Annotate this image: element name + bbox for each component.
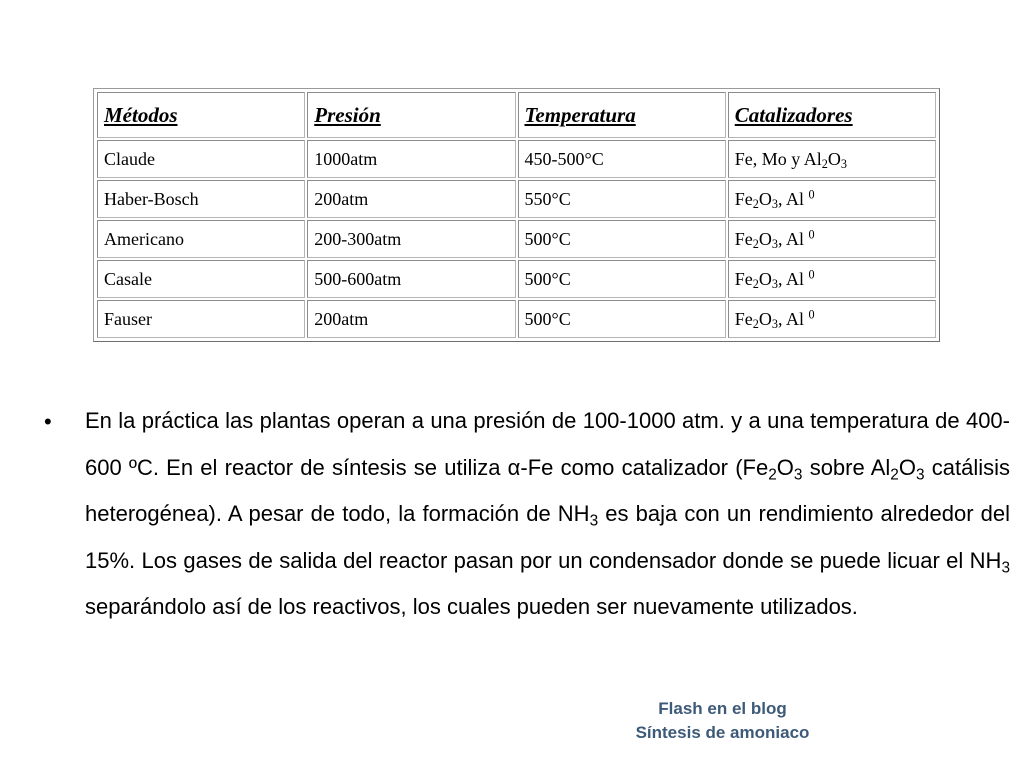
cat-superscript: 0 [808, 306, 815, 321]
cell-metodo: Casale [97, 260, 305, 298]
cell-temperatura: 500°C [518, 300, 726, 338]
cat-text: , Al [778, 308, 809, 329]
para-subscript: 3 [1001, 559, 1010, 577]
cat-subscript: 3 [771, 276, 778, 291]
table-row [97, 300, 936, 338]
cell-metodo: Haber-Bosch [97, 180, 305, 218]
cat-subscript: 2 [821, 156, 828, 171]
table-row [97, 140, 936, 178]
cat-subscript: 2 [752, 316, 759, 331]
cat-text: Fe [734, 268, 753, 289]
para-text: catálisis heterogénea). A pesar de todo, la formación de NH [85, 454, 1011, 526]
cell-presion: 200atm [307, 300, 515, 338]
para-text: sobre Al [802, 454, 891, 480]
cat-subscript: 3 [840, 156, 848, 171]
table-header-row [97, 92, 936, 138]
paragraph-text [85, 398, 1010, 631]
cell-presion: 500-600atm [307, 260, 515, 298]
cell-temperatura: 500°C [518, 220, 726, 258]
cat-text: , Al [778, 268, 809, 289]
cell-catalizador [728, 260, 936, 298]
cat-superscript: 0 [808, 186, 815, 201]
para-text: es baja con un rendimiento alrededor del 15%. Los gases de salida del reactor pasan por un condensador donde se puede licuar el NH [85, 501, 1010, 573]
cat-text: Fe [734, 228, 753, 249]
cat-superscript: 0 [808, 266, 815, 281]
para-subscript: 3 [915, 466, 925, 484]
para-subscript: 2 [768, 466, 777, 484]
cat-text: O [758, 188, 772, 209]
para-text: En la práctica las plantas operan a una presión de 100-1000 atm. y a una temperatura de 400-600 ºC. En el reactor de síntesis se utiliza α-Fe como catalizador (Fe [85, 408, 1010, 480]
cat-text: Fe [734, 308, 753, 329]
table-row [97, 260, 936, 298]
para-subscript: 2 [890, 466, 899, 484]
cell-catalizador [728, 300, 936, 338]
cat-subscript: 2 [752, 196, 759, 211]
cat-text: O [758, 308, 772, 329]
methods-table-frame [93, 88, 940, 342]
bullet-icon: • [44, 409, 52, 434]
cell-metodo: Fauser [97, 300, 305, 338]
cat-subscript: 3 [771, 196, 778, 211]
cell-temperatura: 500°C [518, 260, 726, 298]
header-metodos: Métodos [97, 92, 305, 138]
header-presion: Presión [307, 92, 515, 138]
cat-text: , Al [778, 188, 809, 209]
header-temperatura: Temperatura [518, 92, 726, 138]
cell-catalizador [728, 220, 936, 258]
cat-text: , Al [778, 228, 809, 249]
sintesis-amoniaco-link[interactable]: Síntesis de amoniaco [635, 723, 810, 742]
cat-text: O [758, 268, 772, 289]
cat-subscript: 3 [771, 236, 778, 251]
cat-superscript: 0 [808, 226, 815, 241]
cell-catalizador [728, 140, 936, 178]
cell-metodo: Claude [97, 140, 305, 178]
cat-subscript: 2 [752, 276, 759, 291]
cell-metodo: Americano [97, 220, 305, 258]
cell-temperatura: 450-500°C [518, 140, 726, 178]
methods-table [95, 90, 938, 340]
cell-presion: 1000atm [307, 140, 515, 178]
table-row [97, 220, 936, 258]
para-subscript: 3 [793, 466, 803, 484]
flash-blog-link[interactable]: Flash en el blog [658, 699, 787, 718]
para-subscript: 3 [589, 512, 599, 530]
cat-subscript: 2 [752, 236, 759, 251]
cat-text: O [827, 148, 841, 169]
para-text: O [898, 454, 916, 480]
table-row [97, 180, 936, 218]
para-text: O [776, 454, 794, 480]
header-catalizadores: Catalizadores [728, 92, 936, 138]
cell-catalizador [728, 180, 936, 218]
cat-text: Fe [734, 188, 753, 209]
cat-text: O [758, 228, 772, 249]
cell-temperatura: 550°C [518, 180, 726, 218]
cell-presion: 200-300atm [307, 220, 515, 258]
cell-presion: 200atm [307, 180, 515, 218]
cat-subscript: 3 [771, 316, 778, 331]
para-text: separándolo así de los reactivos, los cuales pueden ser nuevamente utilizados. [85, 594, 858, 619]
cat-text: Fe, Mo y Al [734, 148, 822, 169]
